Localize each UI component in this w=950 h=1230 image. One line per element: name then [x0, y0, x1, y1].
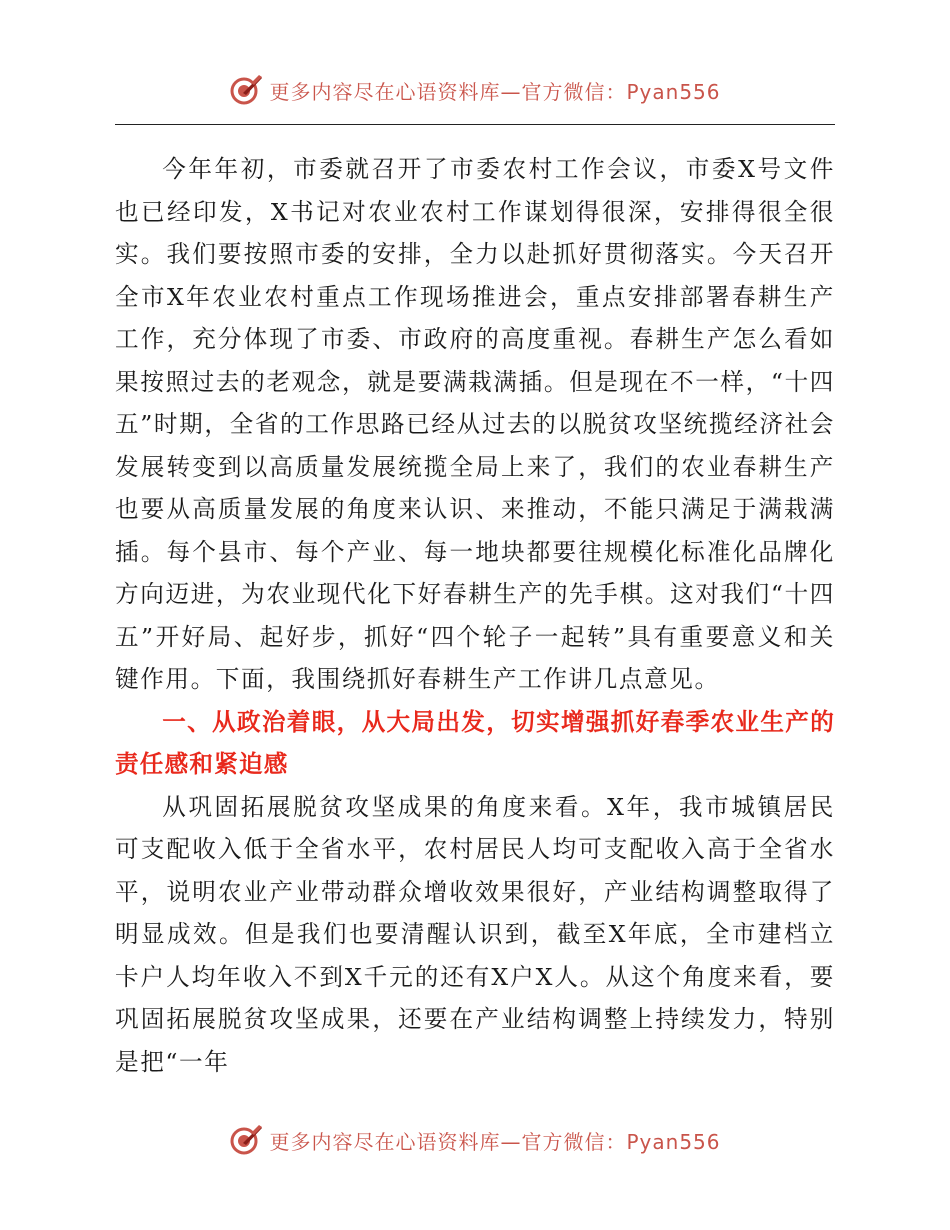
header-divider [115, 124, 835, 125]
quill-logo-icon [229, 1123, 263, 1157]
banner-title: 更多内容尽在心语资料库—官方微信： [269, 79, 627, 104]
paragraph-section-1: 从巩固拓展脱贫攻坚成果的角度来看。X年，我市城镇居民可支配收入低于全省水平，农村居民人均可支配收入高于全省水平，说明农业产业带动群众增收效果很好，产业结构调整取得了明显成效。但是我们也要清醒认识到，截至X年底，全市建档立卡户人均年收入不到X千元的还有X户X人。从这个角度来看，要巩固拓展脱贫攻坚成果，还要在产业结构调整上持续发力，特别是把“一年 [115, 792, 835, 1076]
footer-watermark-banner [0, 1120, 950, 1160]
banner-text [269, 1126, 720, 1155]
section-heading-1: 一、从政治着眼，从大局出发，切实增强抓好春季农业生产的责任感和紧迫感 [115, 707, 835, 778]
wechat-id: Pyan556 [626, 79, 721, 104]
banner-text [269, 76, 720, 105]
document-body [115, 148, 835, 1083]
wechat-id: Pyan556 [626, 1129, 721, 1154]
header-watermark-banner [0, 70, 950, 110]
paragraph-intro: 今年年初，市委就召开了市委农村工作会议，市委X号文件也已经印发，X书记对农业农村工作谋划得很深，安排得很全很实。我们要按照市委的安排，全力以赴抓好贯彻落实。今天召开全市X年农业农村重点工作现场推进会，重点安排部署春耕生产工作，充分体现了市委、市政府的高度重视。春耕生产怎么看如果按照过去的老观念，就是要满栽满插。但是现在不一样，“十四五”时期，全省的工作思路已经从过去的以脱贫攻坚统揽经济社会发展转变到以高质量发展统揽全局上来了，我们的农业春耕生产也要从高质量发展的角度来认识、来推动，不能只满足于满栽满插。每个县市、每个产业、每一地块都要往规模化标准化品牌化方向迈进，为农业现代化下好春耕生产的先手棋。这对我们“十四五”开好局、起好步，抓好“四个轮子一起转”具有重要意义和关键作用。下面，我围绕抓好春耕生产工作讲几点意见。 [115, 155, 835, 693]
banner-title: 更多内容尽在心语资料库—官方微信： [269, 1129, 627, 1154]
quill-logo-icon [229, 73, 263, 107]
